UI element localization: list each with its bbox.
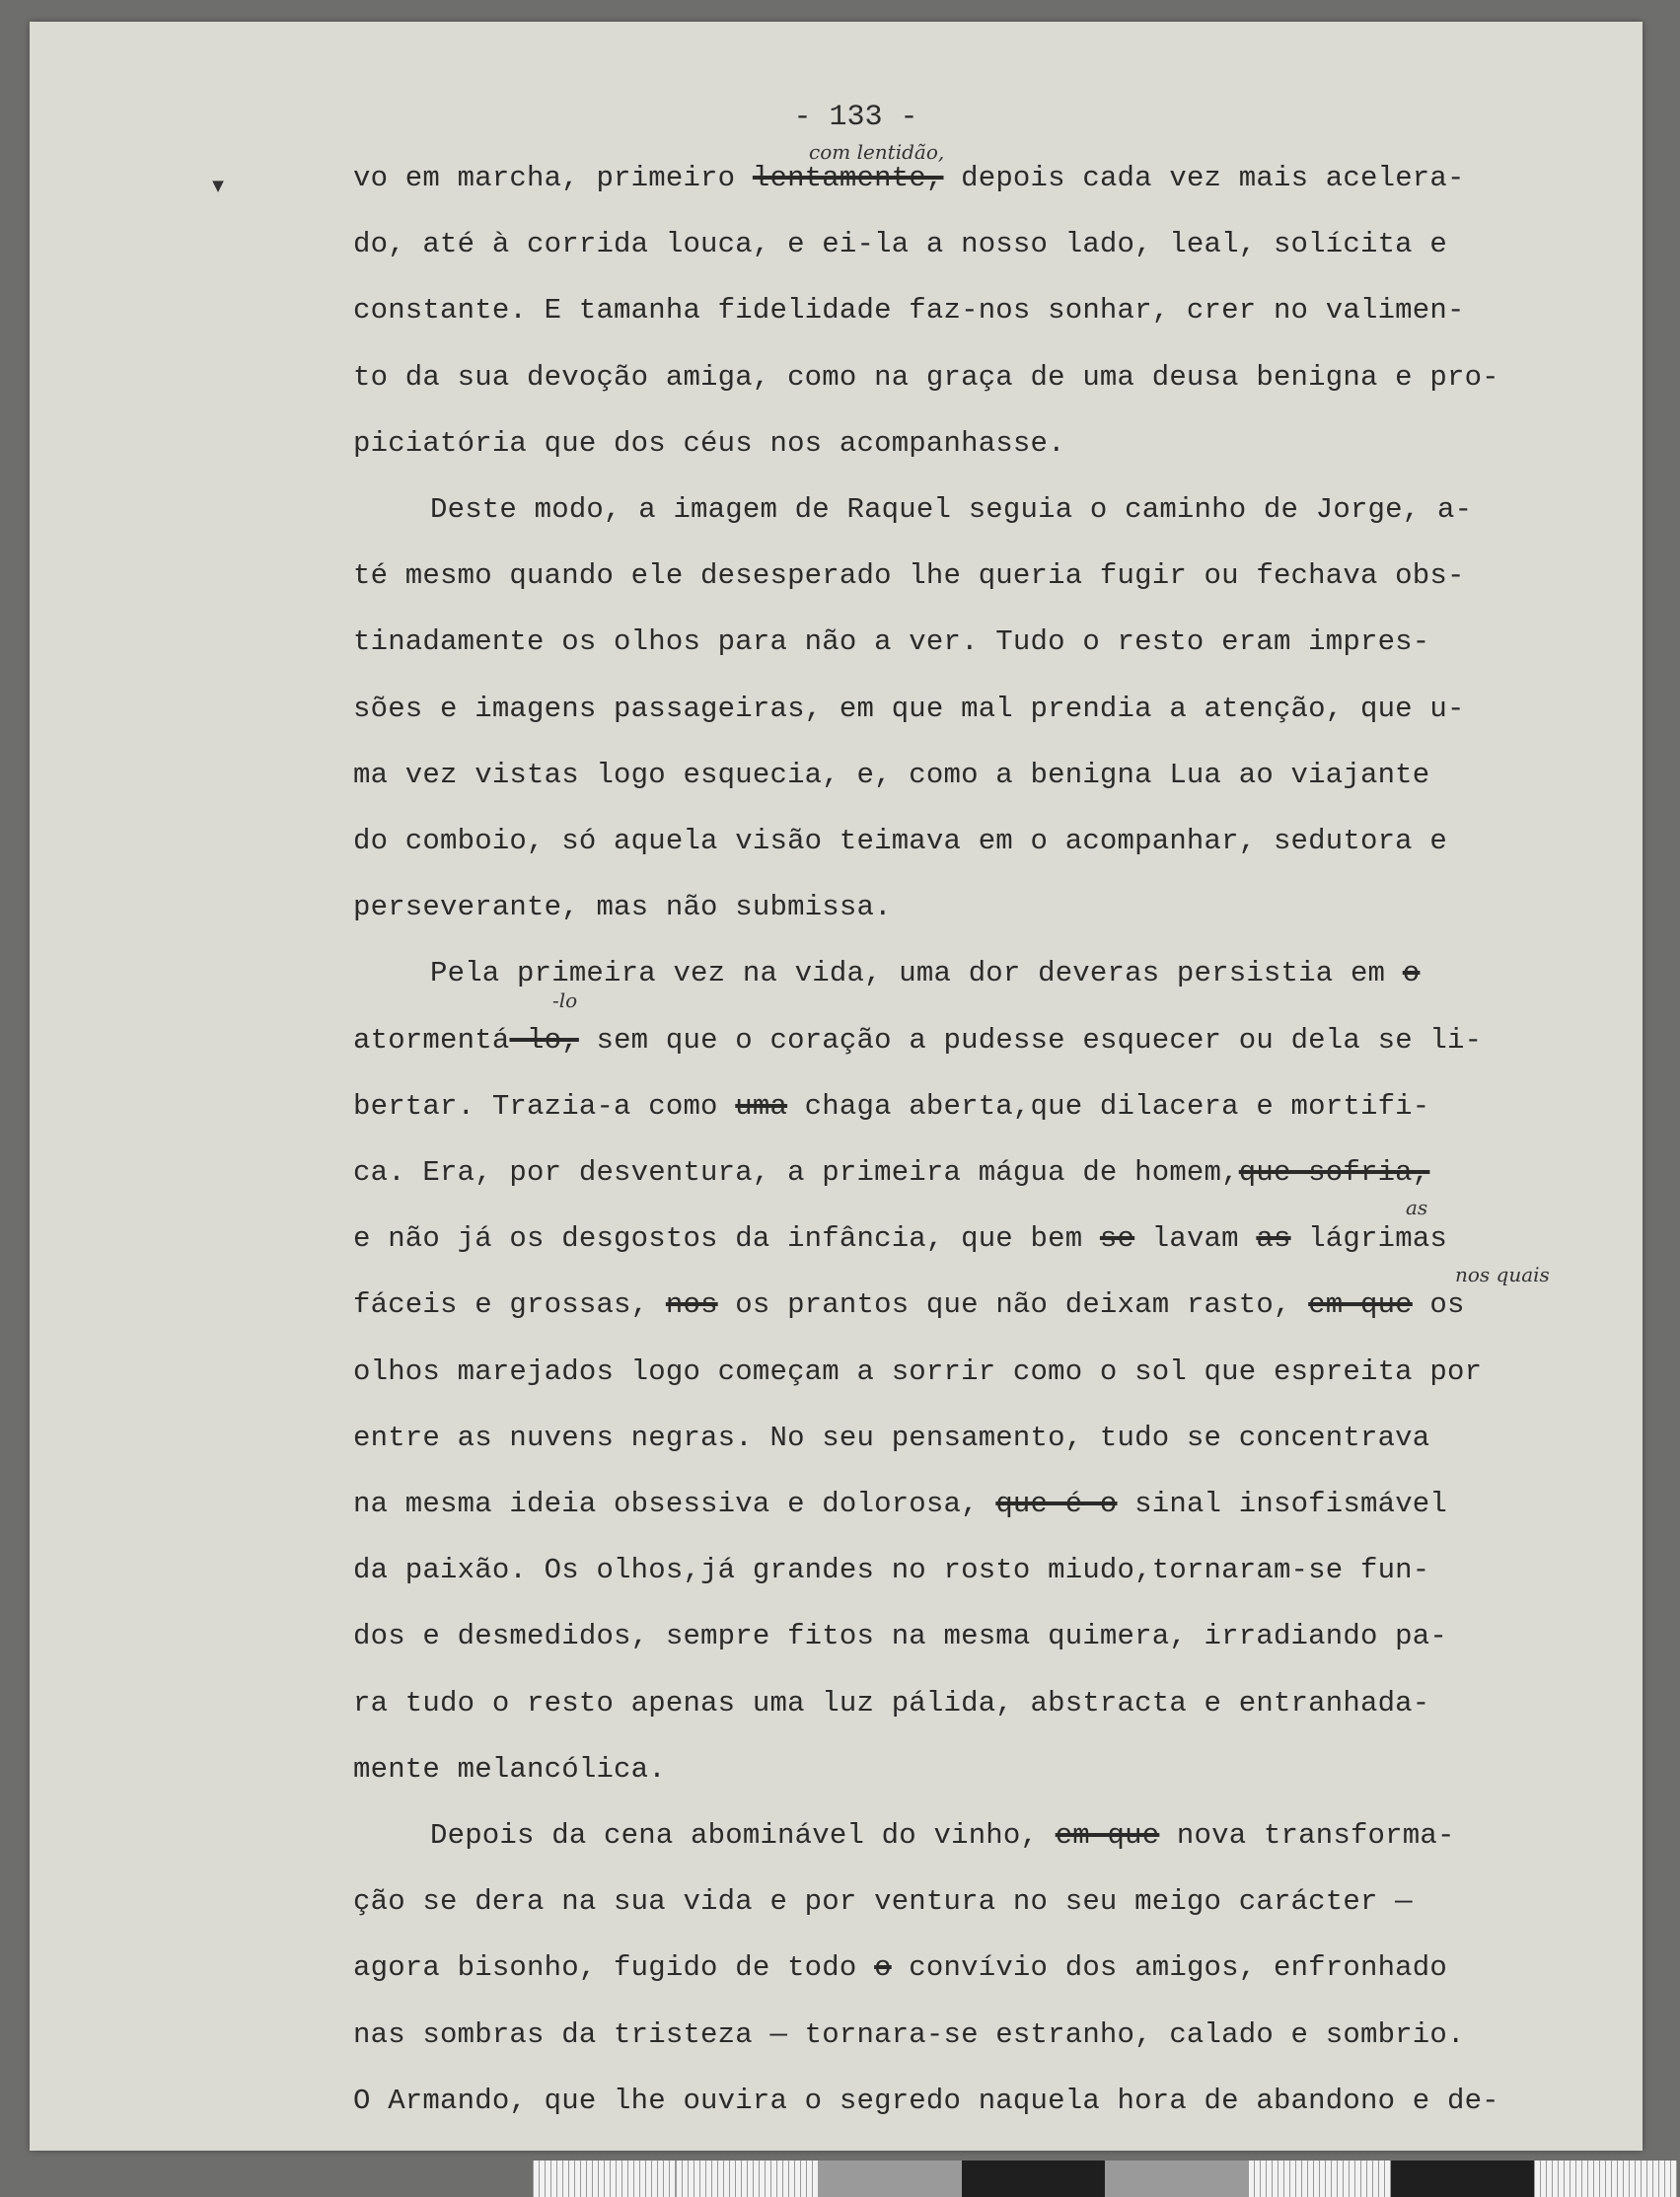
color-scale-bar	[533, 2160, 1677, 2197]
handwritten-annotation: com lentidão,	[809, 140, 945, 164]
text-line: mente melancólica.	[353, 1752, 666, 1786]
text-line: sões e imagens passageiras, em que mal prendia a atenção, que u-	[353, 692, 1465, 725]
page-number: - 133 -	[793, 101, 918, 134]
struck-text: em que	[1308, 1288, 1413, 1322]
text-line: ra tudo o resto apenas uma luz pálida, abstracta e entranhada-	[353, 1686, 1430, 1720]
struck-text: que sofria,	[1238, 1156, 1430, 1189]
text-line: Pela primeira vez na vida, uma dor deveras persistia em o	[430, 957, 1421, 990]
struck-text: se	[1099, 1222, 1135, 1256]
struck-text: em que	[1055, 1819, 1160, 1852]
text-line: do, até à corrida louca, e ei-la a nosso lado, leal, solícita e	[353, 228, 1447, 261]
struck-text: o	[874, 1951, 892, 1985]
text-line: fáceis e grossas, nos os prantos que não deixam rasto, em que os	[353, 1288, 1465, 1322]
typescript-page	[30, 22, 1643, 2151]
text-line: agora bisonho, fugido de todo o convívio dos amigos, enfronhado	[353, 1951, 1447, 1985]
text-line: O Armando, que lhe ouvira o segredo naquela hora de abandono e de-	[353, 2084, 1499, 2117]
struck-text: as	[1256, 1222, 1291, 1256]
margin-mark: ▾	[209, 171, 228, 204]
text-line: e não já os desgostos da infância, que bem se lavam as lágrimas	[353, 1222, 1448, 1256]
text-line: ma vez vistas logo esquecia, e, como a benigna Lua ao viajante	[353, 758, 1430, 791]
struck-text: uma	[735, 1089, 788, 1123]
text-line: tinadamente os olhos para não a ver. Tudo o resto eram impres-	[353, 625, 1430, 659]
text-line: nas sombras da tristeza — tornara-se estranho, calado e sombrio.	[353, 2017, 1465, 2051]
text-line: da paixão. Os olhos,já grandes no rosto miudo,tornaram-se fun-	[353, 1554, 1430, 1587]
text-line: atormentá-lo, sem que o coração a pudesse esquecer ou dela se li-	[353, 1023, 1483, 1057]
text-line: ção se dera na sua vida e por ventura no seu meigo carácter —	[353, 1885, 1413, 1919]
struck-text: que é o	[995, 1488, 1118, 1520]
text-line: olhos marejados logo começam a sorrir como o sol que espreita por	[353, 1355, 1483, 1388]
text-line: to da sua devoção amiga, como na graça de uma deusa benigna e pro-	[353, 360, 1499, 394]
struck-text: nos	[665, 1288, 718, 1322]
text-line: bertar. Trazia-a como uma chaga aberta,que dilacera e mortifi-	[353, 1089, 1430, 1123]
handwritten-annotation: as	[1406, 1196, 1428, 1219]
text-line: perseverante, mas não submissa.	[353, 891, 892, 924]
text-line: na mesma ideia obsessiva e dolorosa, que é o sinal insofismável	[353, 1488, 1448, 1520]
text-line: Deste modo, a imagem de Raquel seguia o caminho de Jorge, a-	[430, 493, 1473, 526]
text-line: vo em marcha, primeiro lentamente, depois cada vez mais acelera-	[353, 162, 1465, 194]
struck-text: -lo,	[509, 1023, 579, 1057]
text-line: té mesmo quando ele desesperado lhe queria fugir ou fechava obs-	[353, 559, 1465, 593]
handwritten-annotation: nos quais	[1455, 1263, 1550, 1286]
handwritten-annotation: -lo	[552, 989, 578, 1012]
text-line: dos e desmedidos, sempre fitos na mesma quimera, irradiando pa-	[353, 1620, 1447, 1653]
text-line: Depois da cena abominável do vinho, em que nova transforma-	[430, 1819, 1455, 1852]
text-line: constante. E tamanha fidelidade faz-nos sonhar, crer no valimen-	[353, 294, 1465, 328]
struck-text: lentamente,	[752, 162, 944, 194]
text-line: do comboio, só aquela visão teimava em o acompanhar, sedutora e	[353, 825, 1447, 857]
text-line: ca. Era, por desventura, a primeira mágua de homem,que sofria,	[353, 1156, 1430, 1189]
text-line: piciatória que dos céus nos acompanhasse.	[353, 426, 1065, 460]
struck-text: o	[1402, 957, 1421, 990]
text-line: entre as nuvens negras. No seu pensamento, tudo se concentrava	[353, 1421, 1430, 1454]
